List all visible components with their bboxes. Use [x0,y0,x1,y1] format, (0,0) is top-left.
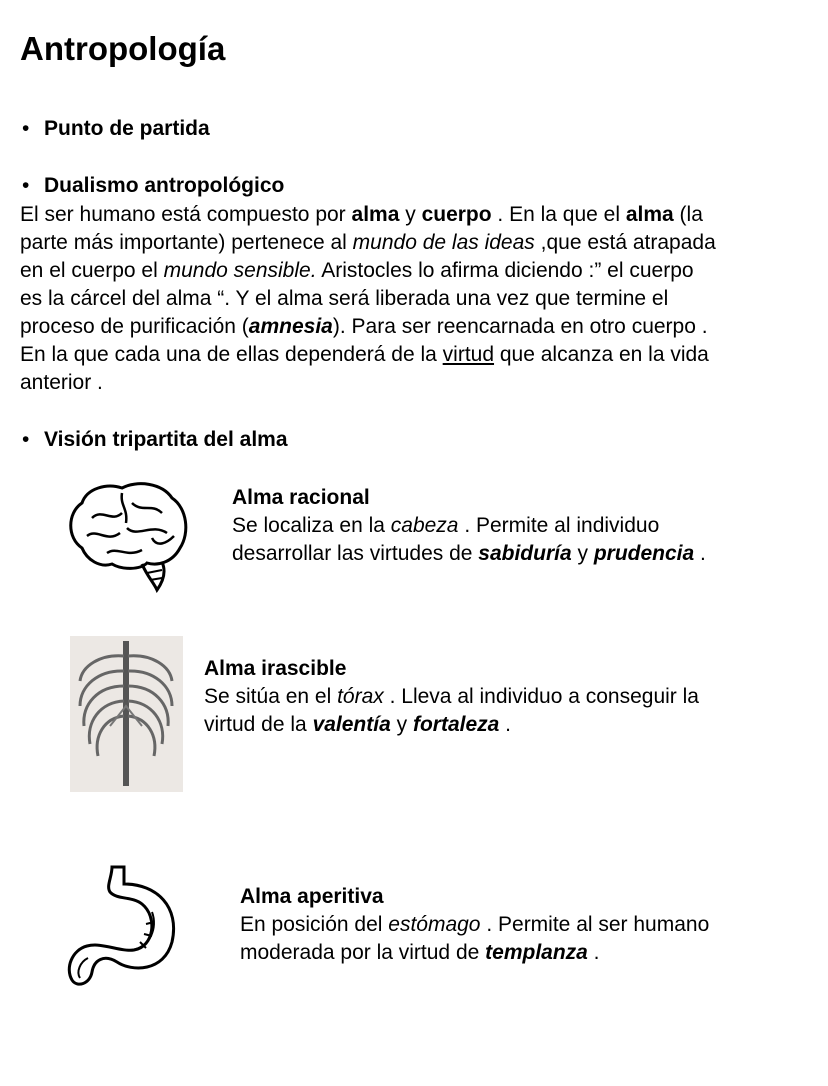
text-segment: . [587,941,600,964]
emphasized-text: Alma irascible [204,657,347,680]
brain-icon [62,478,192,593]
text-segment: El ser humano está compuesto por [20,203,352,226]
text-segment: . Permite al ser humano [480,913,710,936]
emphasized-text: alma [625,203,674,226]
text-segment: . En la que el [491,203,626,226]
emphasized-text: tórax [337,685,384,708]
text-segment: parte más importante) pertenece al [20,231,353,254]
emphasized-text: cabeza [390,514,459,537]
ribcage-image [70,636,183,792]
text-line [232,484,706,512]
alma-irascible-text [204,655,699,739]
text-line [232,540,706,568]
text-line [240,883,709,911]
text-segment: que alcanza en la vida [494,343,709,366]
text-line [20,313,716,341]
emphasized-text: virtud [442,343,495,366]
text-line [20,341,716,369]
page-title: Antropología [20,30,226,67]
text-segment: Se localiza en la [232,514,391,537]
text-segment: . [694,542,706,565]
alma-racional-text [232,484,706,568]
text-line [204,655,699,683]
bullet-dot: • [22,174,30,197]
text-line [20,369,716,397]
text-segment: es la cárcel del alma “. Y el alma será liberada una vez que termine el [20,287,669,310]
stomach-icon [62,862,184,992]
alma-aperitiva-text [240,883,709,967]
bullet-label: Visión tripartita del alma [44,428,288,451]
text-line [204,711,699,739]
text-segment: Se sitúa en el [204,685,338,708]
bullet-vision-tripartita [22,428,288,452]
text-segment: y [571,542,594,565]
text-segment: anterior . [20,371,103,394]
emphasized-text: sabiduría [478,542,572,565]
emphasized-text: templanza [485,941,588,964]
bullet-punto-de-partida [22,117,210,141]
emphasized-text: cuerpo [421,203,492,226]
text-segment: . Lleva al individuo a conseguir la [383,685,699,708]
emphasized-text: fortaleza [412,713,500,736]
emphasized-text: valentía [312,713,391,736]
text-segment: En la que cada una de ellas dependerá de la [20,343,443,366]
bullet-dualismo [22,174,284,198]
text-segment: . [499,713,511,736]
text-segment: En posición del [240,913,389,936]
text-segment: y [390,713,413,736]
emphasized-text: estómago [388,913,481,936]
bullet-dot: • [22,428,30,451]
emphasized-text: Alma aperitiva [240,885,384,908]
emphasized-text: mundo de las ideas [352,231,535,254]
text-segment: ). Para ser reencarnada en otro cuerpo . [332,315,708,338]
text-line [240,939,709,967]
bullet-label: Dualismo antropológico [44,174,285,197]
text-segment: y [399,203,422,226]
emphasized-text: Alma racional [232,486,370,509]
text-segment: virtud de la [204,713,313,736]
text-line [204,683,699,711]
text-segment: moderada por la virtud de [240,941,486,964]
emphasized-text: prudencia [593,542,695,565]
text-line [20,201,716,229]
text-line [240,911,709,939]
text-segment: Aristocles lo afirma diciendo :” el cuerpo [316,259,694,282]
bullet-label: Punto de partida [44,117,210,140]
text-segment: ,que está atrapada [534,231,716,254]
emphasized-text: amnesia [248,315,333,338]
text-line [20,229,716,257]
bullet-dot: • [22,117,30,140]
text-segment: . Permite al individuo [458,514,660,537]
text-line [232,512,706,540]
emphasized-text: alma [351,203,400,226]
text-line [20,257,716,285]
text-segment: (la [673,203,703,226]
text-segment: en el cuerpo el [20,259,164,282]
dualismo-paragraph [20,201,716,397]
text-line [20,285,716,313]
text-segment: proceso de purificación ( [20,315,249,338]
text-segment: desarrollar las virtudes de [232,542,479,565]
emphasized-text: mundo sensible. [163,259,317,282]
